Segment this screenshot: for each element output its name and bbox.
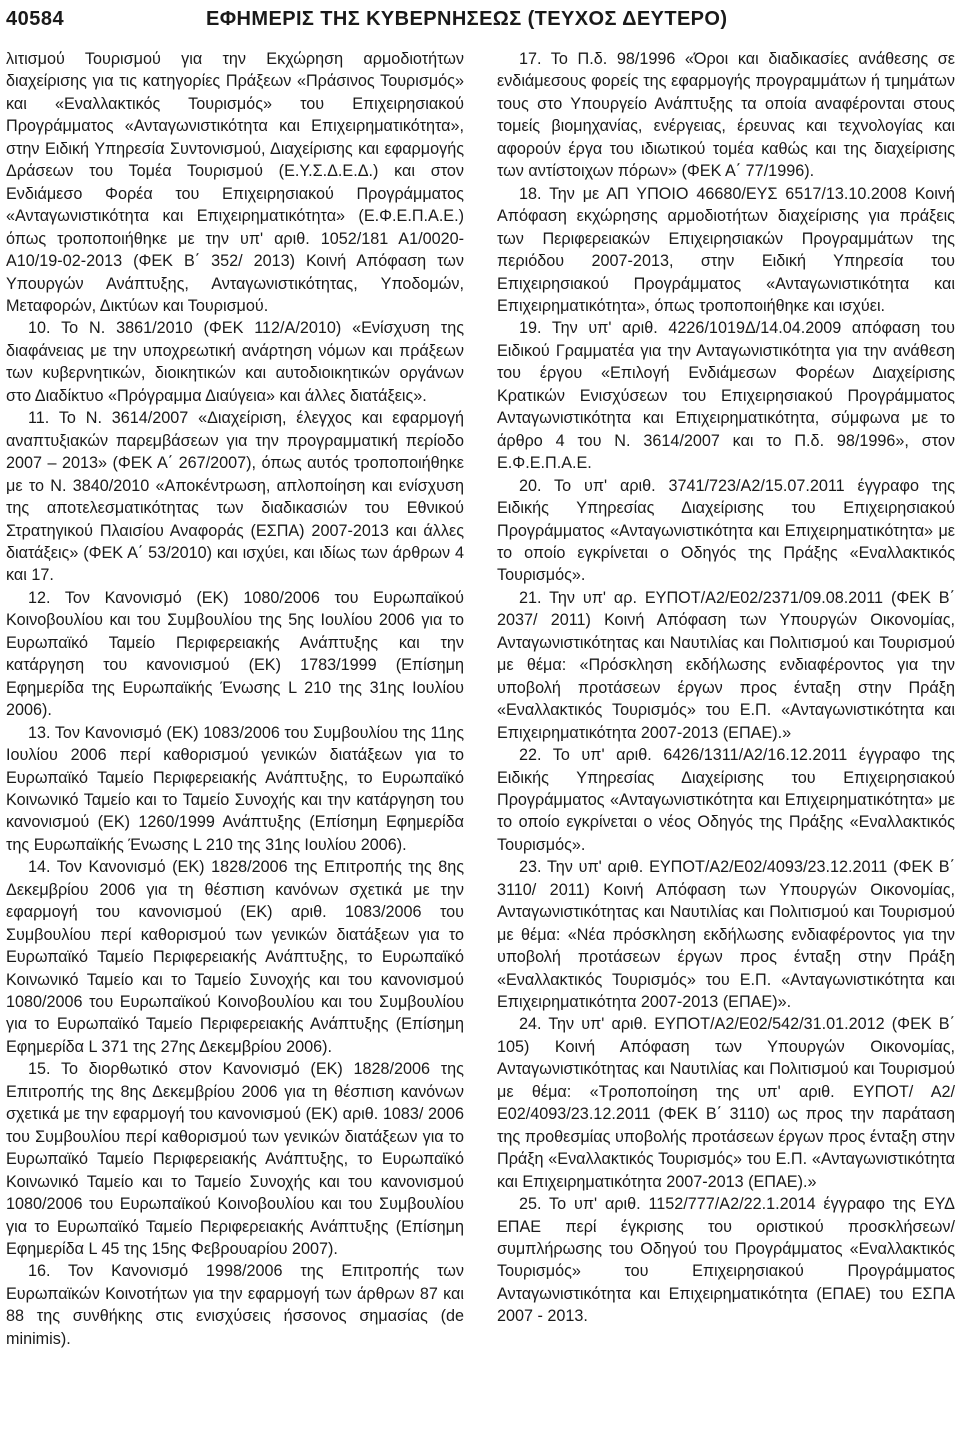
paragraph-item-11: 11. Το Ν. 3614/2007 «Διαχείριση, έλεγχος και εφαρμογή αναπτυξιακών παρεμβάσεων για την προγραμματική περίοδο 2007 – 2013» (ΦΕΚ Α΄ 267/2007), όπως αυτός τροποποιήθηκε με το Ν. 3840/2010 «Αποκέντρωση, απλοποίηση και ενίσχυση της αποτελεσματικότητας των διαδικασιών του Εθνικού Στρατηγικού Πλαισίου Αναφοράς (ΕΣΠΑ) 2007-2013 και άλλες διατάξεις» (ΦΕΚ Α΄ 53/2010) και ισχύει, και ιδίως των άρθρων 4 και 17.: [6, 409, 464, 585]
paragraph-item-17: 17. Το Π.δ. 98/1996 «Όροι και διαδικασίες ανάθεσης σε ενδιάμεσους φορείς της εφαρμογής προγραμμάτων ή τμημάτων τους στο Υπουργείο Ανάπτυξης τα οποία αναφέρονται στους τομείς βιομηχανίας, ενέργειας, έρευνας και τεχνολογίας και αφορούν έργα του ιδιωτικού τομέα καθώς και της διαχείρισης των αντίστοιχων πόρων» (ΦΕΚ Α΄ 77/1996).: [497, 50, 955, 181]
paragraph-item-25: 25. Το υπ' αριθ. 1152/777/Α2/22.1.2014 έγγραφο της ΕΥΔ ΕΠΑΕ περί έγκρισης του οριστικού προσκλήσεων/ συμπλήρωσης του Οδηγού του Προγράμματος «Εναλλακτικός Τουρισμός» του Επιχειρησιακού Προγράμματος Ανταγωνιστικότητα και Επιχειρηματικότητα (ΕΠΑΕ) του ΕΣΠΑ 2007 - 2013.: [497, 1195, 955, 1326]
page-header: [6, 2, 954, 36]
paragraph-item-12: 12. Τον Κανονισμό (ΕΚ) 1080/2006 του Ευρωπαϊκού Κοινοβουλίου και του Συμβουλίου της 5ης Ιουλίου 2006 για το Ευρωπαϊκό Ταμείο Περιφερειακής Ανάπτυξης και την κατάργηση του κανονισμού (ΕΚ) 1783/1999 (Επίσημη Εφημερίδα της Ευρωπαϊκής Ένωσης L 210 της 31ης Ιουλίου 2006).: [6, 588, 464, 720]
paragraph-item-24: 24. Την υπ' αριθ. ΕΥΠΟΤ/Α2/Ε02/542/31.01.2012 (ΦΕΚ Β΄ 105) Κοινή Απόφαση των Υπουργών Οικονομίας, Ανταγωνιστικότητας και Ναυτιλίας και Πολιτισμού και Τουρισμού με θέμα: «Τροποποίηση της υπ' αριθ. ΕΥΠΟΤ/ Α2/ Ε02/4093/23.12.2011 (ΦΕΚ Β΄ 3110) ως προς την παράταση της προθεσμίας υποβολής προτάσεων έργων προς ένταξη στην Πράξη «Εναλλακτικός Τουρισμός» του Ε.Π. «Ανταγωνιστικότητα και Επιχειρηματικότητα 2007-2013 (ΕΠΑΕ).»: [497, 1015, 955, 1191]
paragraph-item-19: 19. Την υπ' αριθ. 4226/1019Δ/14.04.2009 απόφαση του Ειδικού Γραμματέα για την Ανταγωνιστικότητα για την ανάθεση του έργου «Επιλογή Ενδιάμεσων Φορέων Διαχείρισης Κρατικών Ενισχύσεων του Επιχειρησιακού Προγράμματος Ανταγωνιστικότητα και Επιχειρηματικότητα, σύμφωνα με το άρθρο 4 του Ν. 3614/2007 και το Π.δ. 98/1996», στον Ε.Φ.Ε.Π.Α.Ε.: [497, 319, 955, 473]
right-column: [497, 48, 955, 1328]
paragraph-item-22: 22. Το υπ' αριθ. 6426/1311/Α2/16.12.2011 έγγραφο της Ειδικής Υπηρεσίας Διαχείρισης του Επιχειρησιακού Προγράμματος «Ανταγωνιστικότητα και Επιχειρηματικότητα» με το οποίο εγκρίνεται ο νέος Οδηγός της Πράξης «Εναλλακτικός Τουρισμός».: [497, 746, 955, 854]
paragraph-item-16: 16. Τον Κανονισμό 1998/2006 της Επιτροπής των Ευρωπαϊκών Κοινοτήτων για την εφαρμογή των άρθρων 87 και 88 της συνθήκης στις ενισχύσεις ήσσονος σημασίας (de minimis).: [6, 1262, 464, 1348]
paragraph-item-15: 15. Το διορθωτικό στον Κανονισμό (ΕΚ) 1828/2006 της Επιτροπής της 8ης Δεκεμβρίου 2006 για τη θέσπιση κανόνων σχετικά με την εφαρμογή του κανονισμού (ΕΚ) αριθ. 1083/ 2006 του Συμβουλίου περί καθορισμού των γενικών διατάξεων για το Ευρωπαϊκό Ταμείο Περιφερειακής Ανάπτυξης, το Ευρωπαϊκό Κοινωνικό Ταμείο και το Ταμείο Συνοχής και του κανονισμού 1080/2006 του Ευρωπαϊκού Κοινοβουλίου και του Συμβουλίου για το Ευρωπαϊκό Ταμείο Περιφερειακής Ανάπτυξης (Επίσημη Εφημερίδα L 45 της 15ης Φεβρουαρίου 2007).: [6, 1060, 464, 1259]
paragraph-item-13: 13. Τον Κανονισμό (ΕΚ) 1083/2006 του Συμβουλίου της 11ης Ιουλίου 2006 περί καθορισμού γενικών διατάξεων για το Ευρωπαϊκό Ταμείο Περιφερειακής Ανάπτυξης, το Ευρωπαϊκό Κοινωνικό Ταμείο και το Ταμείο Συνοχής και την κατάργηση του κανονισμού (ΕΚ) 1260/1999 Ανάπτυξης (Επίσημη Εφημερίδα της Ευρωπαϊκής Ένωσης L 210 της 31ης Ιουλίου 2006).: [6, 723, 464, 854]
paragraph-item-18: 18. Την με ΑΠ ΥΠΟΙΟ 46680/ΕΥΣ 6517/13.10.2008 Κοινή Απόφαση εκχώρησης αρμοδιοτήτων διαχείρισης για πράξεις των Περιφερειακών Επιχειρησιακών Προγραμμάτων της περιόδου 2007-2013, στην Ειδική Υπηρεσία του Επιχειρησιακού Προγράμματος «Ανταγωνιστικότητα και Επιχειρηματικότητα», όπως τροποποιήθηκε και ισχύει.: [497, 184, 955, 315]
paragraph-item-20: 20. Το υπ' αριθ. 3741/723/Α2/15.07.2011 έγγραφο της Ειδικής Υπηρεσίας Διαχείρισης του Επιχειρησιακού Προγράμματος «Ανταγωνιστικότητα και Επιχειρηματικότητα» με το οποίο εγκρίνεται ο Οδηγός της Πράξης «Εναλλακτικός Τουρισμός».: [497, 476, 955, 585]
paragraph-continuation: λιτισμού Τουρισμού για την Εκχώρηση αρμοδιοτήτων διαχείρισης για τις κατηγορίες Πράξεων «Πράσινος Τουρισμός» και «Εναλλακτικός Τουρισμός» του Επιχειρησιακού Προγράμματος «Ανταγωνιστικότητα και Επιχειρηματικότητα», στην Ειδική Υπηρεσία Συντονισμού, Διαχείρισης και εφαρμογής Δράσεων του Τομέα Τουρισμού (Ε.Υ.Σ.Δ.Ε.Δ.) και στον Ενδιάμεσο Φορέα του Επιχειρησιακού Προγράμματος «Ανταγωνιστικότητα και Επιχειρηματικότητα» (Ε.Φ.Ε.Π.Α.Ε.) όπως τροποποιήθηκε με την υπ' αριθ. 1052/181 Α1/0020-Α10/19-02-2013 (ΦΕΚ Β΄ 352/ 2013) Κοινή Απόφαση των Υπουργών Ανάπτυξης, Ανταγωνιστικότητας, Υποδομών, Μεταφορών, Δικτύων και Τουρισμού.: [6, 50, 464, 315]
paragraph-item-10: 10. Το Ν. 3861/2010 (ΦΕΚ 112/Α/2010) «Ενίσχυση της διαφάνειας με την υποχρεωτική ανάρτηση νόμων και πράξεων των κυβερνητικών, διοικητικών και αυτοδιοικητικών οργάνων στο Διαδίκτυο «Πρόγραμμα Διαύγεια» και άλλες διατάξεις».: [6, 319, 464, 405]
journal-title: ΕΦΗΜΕΡΙΣ ΤΗΣ ΚΥΒΕΡΝΗΣΕΩΣ (ΤΕΥΧΟΣ ΔΕΥΤΕΡΟ): [206, 7, 728, 30]
paragraph-item-14: 14. Τον Κανονισμό (ΕΚ) 1828/2006 της Επιτροπής της 8ης Δεκεμβρίου 2006 για τη θέσπιση κανόνων σχετικά με την εφαρμογή του κανονισμού (ΕΚ) αριθ. 1083/2006 του Συμβουλίου περί καθορισμού των γενικών διατάξεων για το Ευρωπαϊκό Ταμείο Περιφερειακής Ανάπτυξης, το Ευρωπαϊκό Κοινωνικό Ταμείο και το Ταμείο Συνοχής και του κανονισμού 1080/2006 του Ευρωπαϊκού Κοινοβουλίου και του Συμβουλίου για το Ευρωπαϊκό Ταμείο Περιφερειακής Ανάπτυξης (Επίσημη Εφημερίδα L 371 της 27ης Δεκεμβρίου 2006).: [6, 858, 464, 1056]
paragraph-item-21: 21. Την υπ' αρ. ΕΥΠΟΤ/Α2/Ε02/2371/09.08.2011 (ΦΕΚ Β΄ 2037/ 2011) Κοινή Απόφαση των Υπουργών Οικονομίας, Ανταγωνιστικότητας και Ναυτιλίας και Πολιτισμού και Τουρισμού με θέμα: «Πρόσκληση εκδήλωσης ενδιαφέροντος για την υποβολή προτάσεων έργων προς ένταξη στην Πράξη «Εναλλακτικός Τουρισμός» του Ε.Π. «Ανταγωνιστικότητα και Επιχειρηματικότητα 2007-2013 (ΕΠΑΕ).»: [497, 588, 955, 742]
page-number: 40584: [6, 7, 65, 30]
paragraph-item-23: 23. Την υπ' αριθ. ΕΥΠΟΤ/Α2/Ε02/4093/23.12.2011 (ΦΕΚ Β΄ 3110/ 2011) Κοινή Απόφαση των Υπουργών Οικονομίας, Ανταγωνιστικότητας και Ναυτιλίας και Πολιτισμού και Τουρισμού με θέμα: «Νέα πρόσκληση εκδήλωσης ενδιαφέροντος για την υποβολή προτάσεων έργων προς ένταξη στην Πράξη «Εναλλακτικός Τουρισμός» του Ε.Π. «Ανταγωνιστικότητα και Επιχειρηματικότητα 2007-2013 (ΕΠΑΕ)».: [497, 858, 955, 1012]
left-column: [6, 48, 464, 1350]
